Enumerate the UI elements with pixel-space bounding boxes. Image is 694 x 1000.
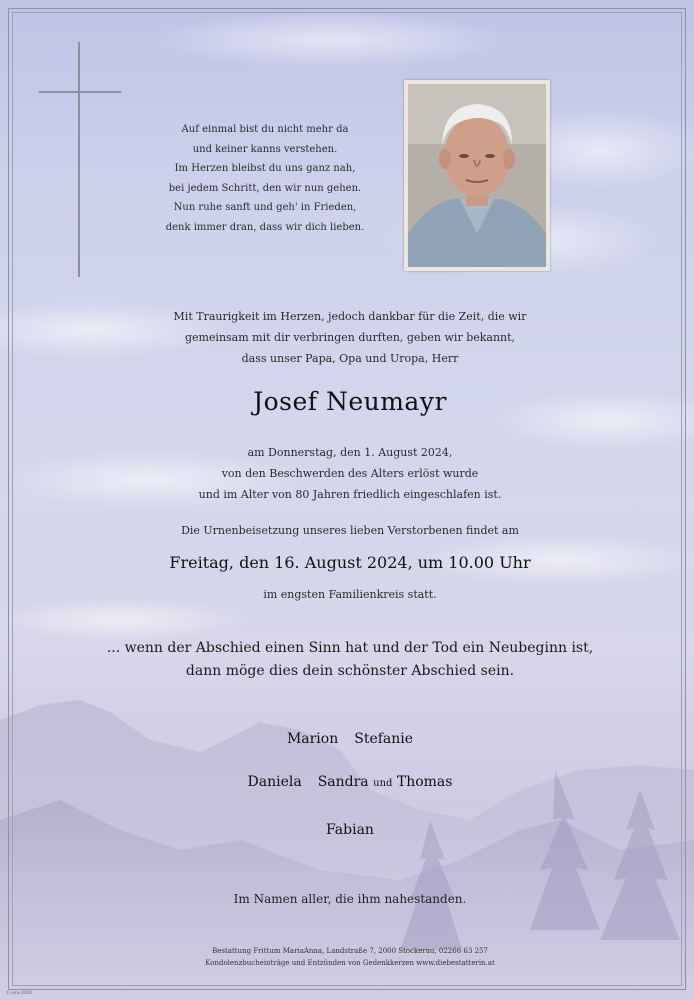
portrait-photo-frame [404, 80, 550, 271]
poem-line: und keiner kanns verstehen. [192, 143, 338, 155]
death-line: am Donnerstag, den 1. August 2024, [247, 446, 453, 459]
mourner-connector: und [373, 778, 393, 789]
mourner-name: Fabian [326, 822, 374, 838]
mourner-name: Daniela [247, 774, 302, 790]
mourner-name: Thomas [396, 774, 453, 790]
mourner-name: Marion [286, 731, 339, 747]
announcement-intro [100, 306, 600, 369]
deceased-name: Josef Neumayr [253, 387, 447, 416]
closing-line: Im Namen aller, die ihm nahestanden. [233, 892, 467, 906]
memorial-poem [150, 120, 380, 238]
footer-line: Bestattung Frittum MariaAnna, Landstraße 7, 2000 Stockerau, 02266 63 257 [212, 947, 488, 955]
cross-symbol-vertical [78, 42, 80, 277]
poem-line: Auf einmal bist du nicht mehr da [181, 124, 349, 135]
poem-line: denk immer dran, dass wir dich lieben. [165, 221, 365, 233]
footer-line: Kondolenzbucheinträge und Entzünden von Gedenkkerzen www.diebestatterin.at [205, 959, 495, 967]
mourners-row-3 [100, 822, 600, 838]
copyright-mark: © emu 2018 [6, 990, 32, 995]
poem-line: Nun ruhe sanft und geh' in Frieden, [173, 202, 357, 214]
ceremony-intro: Die Urnenbeisetzung unseres lieben Verstorbenen findet am [181, 524, 519, 537]
quote-line: ... wenn der Abschied einen Sinn hat und der Tod ein Neubeginn ist, [106, 640, 594, 656]
quote-line: dann möge dies dein schönster Abschied sein. [185, 663, 515, 679]
mourners-row-1 [100, 731, 600, 747]
farewell-quote [100, 637, 600, 683]
death-details [100, 442, 600, 505]
poem-line: bei jedem Schritt, den wir nun gehen. [168, 182, 362, 194]
poem-line: Im Herzen bleibst du uns ganz nah, [174, 163, 356, 175]
intro-line: gemeinsam mit dir verbringen durften, geben wir bekannt, [184, 331, 516, 344]
death-line: von den Beschwerden des Alters erlöst wurde [221, 467, 479, 480]
cross-symbol-horizontal [39, 91, 121, 93]
mourner-name: Stefanie [354, 731, 414, 747]
death-line: und im Alter von 80 Jahren friedlich eingeschlafen ist. [198, 488, 502, 501]
mourners-row-2 [100, 774, 600, 790]
portrait-photo [408, 84, 546, 267]
mourner-name: Sandra [317, 774, 369, 790]
intro-line: Mit Traurigkeit im Herzen, jedoch dankbar für die Zeit, die wir [173, 310, 527, 323]
ceremony-circle: im engsten Familienkreis statt. [263, 588, 437, 601]
funeral-home-footer [100, 945, 600, 969]
portrait-illustration [408, 84, 546, 267]
ceremony-date: Freitag, den 16. August 2024, um 10.00 Uhr [169, 553, 531, 572]
intro-line: dass unser Papa, Opa und Uropa, Herr [241, 352, 459, 365]
